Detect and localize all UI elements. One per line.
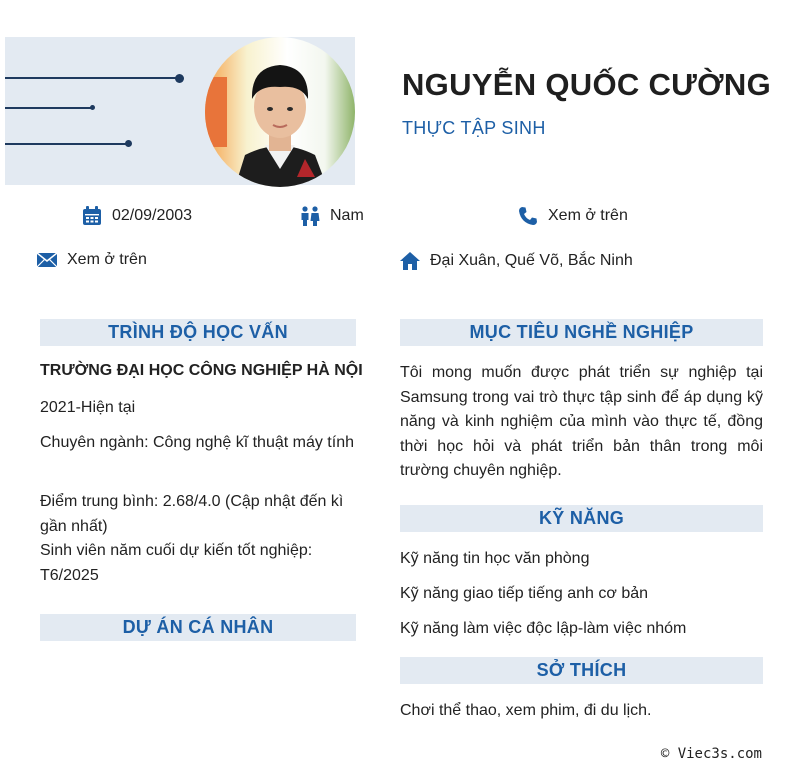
email-value: Xem ở trên <box>67 251 147 268</box>
skill-item: Kỹ năng làm việc độc lập-làm việc nhóm <box>400 620 687 637</box>
skills-heading: KỸ NĂNG <box>400 505 763 532</box>
skill-item: Kỹ năng giao tiếp tiếng anh cơ bản <box>400 585 649 602</box>
decorative-line <box>5 143 128 145</box>
hobbies-text: Chơi thể thao, xem phim, đi du lịch. <box>400 702 652 719</box>
calendar-icon <box>82 206 102 226</box>
job-position: THỰC TẬP SINH <box>402 118 546 138</box>
birthday-info <box>82 206 192 226</box>
candidate-name: NGUYỄN QUỐC CƯỜNG <box>402 67 772 102</box>
phone-info <box>518 206 628 226</box>
decorative-dot <box>175 74 184 83</box>
education-graduation: Sinh viên năm cuối dự kiến tốt nghiệp: T6/2025 <box>40 542 313 584</box>
phone-icon <box>518 206 538 226</box>
birthday-value: 02/09/2003 <box>112 207 193 224</box>
decorative-line <box>5 107 93 109</box>
gender-value: Nam <box>330 207 364 224</box>
decorative-dot <box>125 140 132 147</box>
education-gpa: Điểm trung bình: 2.68/4.0 (Cập nhật đến kì gần nhất) <box>40 493 344 535</box>
profile-photo <box>205 37 355 187</box>
objective-text: Tôi mong muốn được phát triển sự nghiệp tại Samsung trong vai trò thực tập sinh để áp dụng kỹ năng và kinh nghiệm của mình vào thực tế, đồng thời học hỏi và phát triển bản thân trong môi trường chuyên nghiệp. <box>400 364 763 479</box>
copyright-watermark: © Viec3s.com <box>660 746 762 762</box>
gender-info <box>300 206 364 226</box>
education-major: Chuyên ngành: Công nghệ kĩ thuật máy tính <box>40 434 354 451</box>
portrait-illustration <box>205 37 355 187</box>
envelope-icon <box>37 251 57 269</box>
phone-value: Xem ở trên <box>548 207 628 224</box>
objective-heading: MỤC TIÊU NGHỀ NGHIỆP <box>400 319 763 346</box>
education-heading: TRÌNH ĐỘ HỌC VẤN <box>40 319 356 346</box>
email-info <box>37 251 147 269</box>
decorative-dot <box>90 105 95 110</box>
home-icon <box>400 251 420 271</box>
hobbies-heading: SỞ THÍCH <box>400 657 763 684</box>
people-icon <box>300 206 320 226</box>
skill-item: Kỹ năng tin học văn phòng <box>400 550 590 567</box>
address-value: Đại Xuân, Quế Võ, Bắc Ninh <box>430 252 633 269</box>
decorative-line <box>5 77 179 79</box>
education-period: 2021-Hiện tại <box>40 399 136 416</box>
address-info <box>400 251 633 271</box>
projects-heading: DỰ ÁN CÁ NHÂN <box>40 614 356 641</box>
school-name: TRƯỜNG ĐẠI HỌC CÔNG NGHIỆP HÀ NỘI <box>40 362 363 379</box>
